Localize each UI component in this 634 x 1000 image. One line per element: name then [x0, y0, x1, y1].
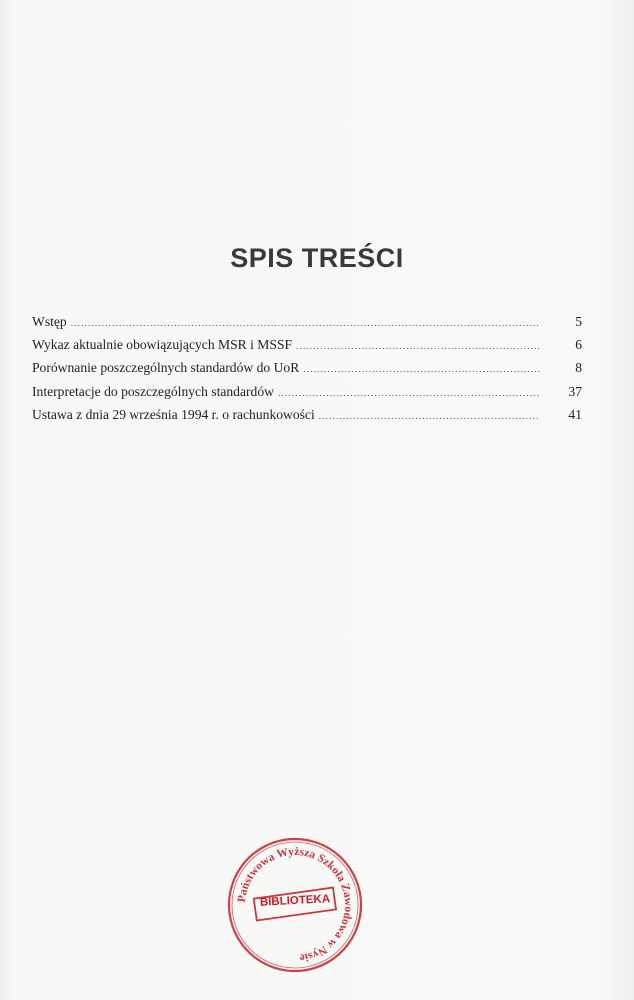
- toc-entry-page: 8: [575, 360, 582, 376]
- dot-leader: [319, 411, 540, 421]
- stamp-ring-text: Państwowa Wyższa Szkoła Zawodowa w Nysie: [235, 845, 355, 964]
- toc-entry-page: 37: [568, 383, 582, 399]
- library-stamp: [225, 835, 365, 975]
- dot-leader: [71, 318, 540, 328]
- toc-entry-wstep[interactable]: [32, 314, 582, 337]
- stamp-center-text: BIBLIOTEKA: [259, 893, 331, 909]
- toc-entry-label: Ustawa z dnia 29 września 1994 r. o rachunkowości: [32, 406, 315, 422]
- dot-leader: [278, 388, 540, 398]
- toc-entry-label: Wstęp: [32, 314, 67, 329]
- toc-entry-label: Porównanie poszczególnych standardów do UoR: [32, 360, 300, 376]
- toc-entry-wykaz[interactable]: [32, 337, 582, 360]
- table-of-contents: [32, 314, 582, 430]
- toc-entry-page: 6: [575, 337, 582, 353]
- toc-entry-label: Wykaz aktualnie obowiązujących MSR i MSSF: [32, 337, 293, 353]
- page-title: SPIS TREŚCI: [230, 243, 404, 273]
- toc-entry-page: 5: [575, 314, 582, 329]
- toc-entry-label: Interpretacje do poszczególnych standardów: [32, 383, 274, 399]
- toc-entry-ustawa[interactable]: [32, 407, 582, 430]
- toc-entry-porownanie[interactable]: [32, 360, 582, 383]
- dot-leader: [296, 341, 540, 351]
- toc-entry-interpretacje[interactable]: [32, 384, 582, 407]
- dot-leader: [303, 364, 540, 374]
- toc-entry-page: 41: [568, 406, 582, 422]
